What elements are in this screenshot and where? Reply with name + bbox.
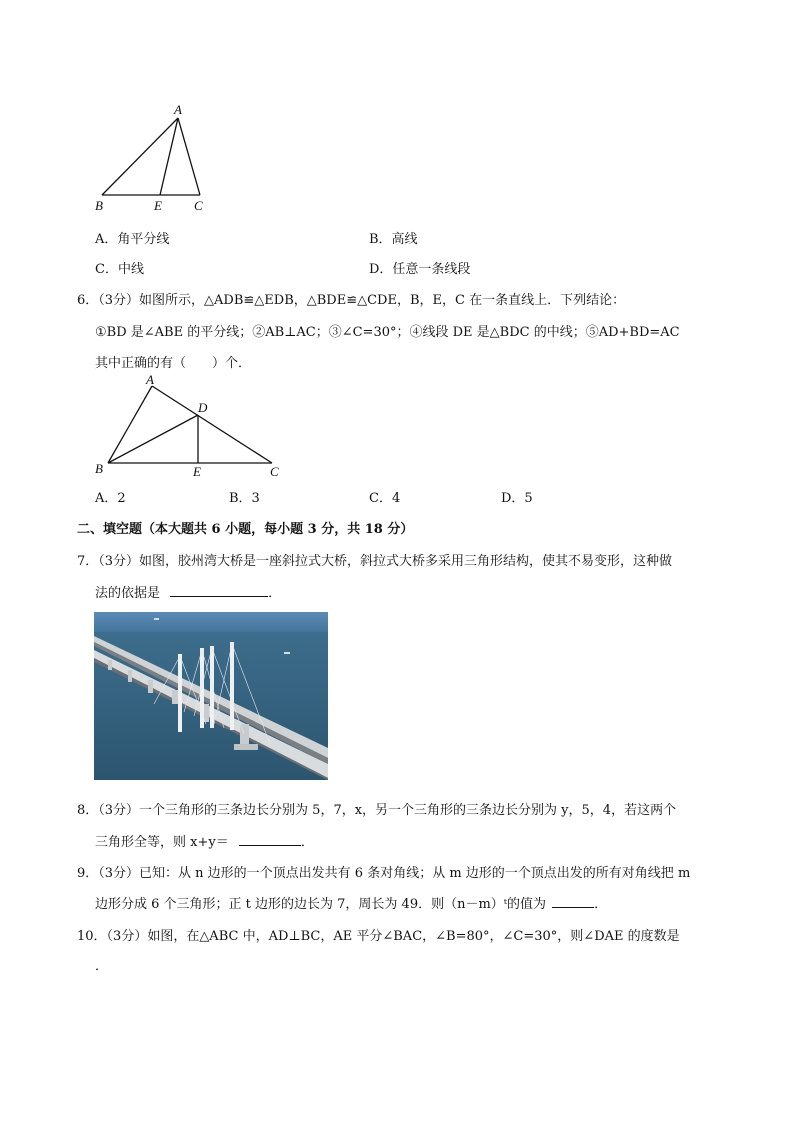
q5-option-a[interactable]: A．角平分线	[95, 232, 170, 247]
q8-answer-blank[interactable]	[239, 833, 301, 846]
q10-line-1: 10．（3分）如图，在△ABC 中，AD⊥BC，AE 平分∠BAC，∠B=80°，∠C=30°，则∠DAE 的度数是	[77, 929, 680, 944]
q7-line-2-text: 法的依据是	[95, 586, 161, 601]
q6-line-2: ①BD 是∠ABE 的平分线；②AB⊥AC；③∠C=30°；④线段 DE 是△BDC 的中线；⑤AD+BD=AC	[95, 325, 680, 340]
q10-line-2: ．	[95, 959, 109, 974]
q9-line-2	[95, 893, 607, 912]
q8-line-2-text: 三角形全等，则 x+y＝	[95, 835, 229, 850]
q8-line-2	[95, 831, 314, 850]
q6-option-b[interactable]: B．3	[229, 491, 260, 506]
q7-line-2	[95, 582, 281, 601]
q5-option-b[interactable]: B．高线	[369, 232, 418, 247]
q5-option-c[interactable]: C．中线	[95, 262, 144, 277]
fig2-label-b: B	[95, 461, 103, 476]
fig1-label-c: C	[194, 198, 203, 212]
triangle-figure-2	[90, 372, 290, 480]
q5-option-d[interactable]: D．任意一条线段	[369, 262, 471, 277]
q9-line-1: 9．（3分）已知：从 n 边形的一个顶点出发共有 6 条对角线；从 m 边形的一个顶点出发的所有对角线把 m	[77, 866, 691, 881]
triangle-figure-1	[90, 100, 220, 212]
q9-line-2-end: ．	[594, 897, 608, 912]
q6-line-1: 6．（3分）如图所示，△ADB≌△EDB，△BDE≌△CDE，B，E，C 在一条直线上．下列结论：	[77, 293, 626, 308]
section-heading: 二、填空题（本大题共 6 小题，每小题 3 分，共 18 分）	[77, 522, 414, 537]
q7-answer-blank[interactable]	[170, 584, 268, 597]
fig2-label-a: A	[146, 372, 154, 387]
fig2-label-d: D	[198, 400, 208, 415]
bridge-photo	[94, 612, 328, 780]
q9-line-2-text: 边形分成 6 个三角形；正 t 边形的边长为 7，周长为 49．则（n－m）ᵗ的值为	[95, 897, 547, 912]
q7-line-1: 7．（3分）如图，胶州湾大桥是一座斜拉式大桥，斜拉式大桥多采用三角形结构，使其不易变形，这种做	[77, 554, 673, 569]
fig2-label-c: C	[270, 464, 279, 479]
fig1-label-a: A	[174, 102, 182, 117]
fig1-label-b: B	[95, 198, 103, 212]
q6-option-a[interactable]: A．2	[95, 491, 126, 506]
q6-line-3: 其中正确的有（ ）个．	[95, 356, 252, 371]
q6-option-c[interactable]: C．4	[369, 491, 401, 506]
q8-line-2-end: ．	[300, 835, 314, 850]
q8-line-1: 8．（3分）一个三角形的三条边长分别为 5，7，x，另一个三角形的三条边长分别为 y，5，4，若这两个	[77, 803, 677, 818]
fig2-label-e: E	[193, 464, 201, 479]
q9-answer-blank[interactable]	[552, 895, 594, 908]
q7-line-2-end: ．	[268, 586, 282, 601]
fig1-label-e: E	[154, 198, 162, 212]
q6-option-d[interactable]: D．5	[501, 491, 533, 506]
